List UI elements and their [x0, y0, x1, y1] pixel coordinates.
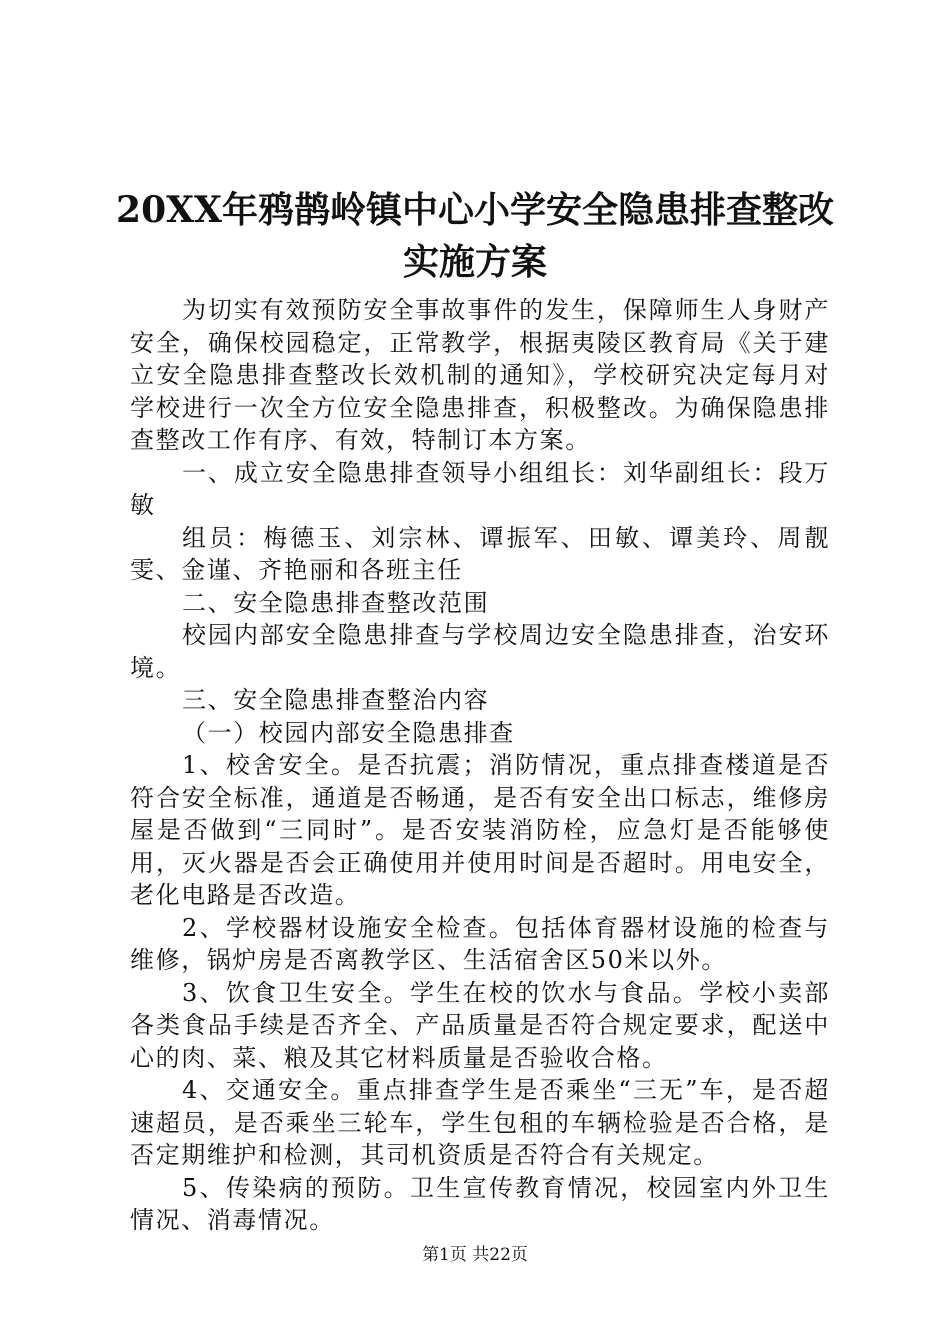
document-body: [130, 294, 830, 1237]
page-footer: 第1页 共22页: [422, 1245, 528, 1265]
paragraph-scope: 校园内部安全隐患排查与学校周边安全隐患排查，治安环境。: [130, 621, 830, 682]
paragraph-item-5: 5、传染病的预防。卫生宣传教育情况，校园室内外卫生情况、消毒情况。: [130, 1173, 830, 1234]
document-title-line-1: 20XX年鸦鹊岭镇中心小学安全隐患排查整改: [116, 189, 834, 231]
paragraph-section-3: 三、安全隐患排查整治内容: [182, 686, 490, 714]
paragraph-members: 组员：梅德玉、刘宗林、谭振军、田敏、谭美玲、周靓雯、金谨、齐艳丽和各班主任: [130, 523, 830, 584]
paragraph-item-1: 1、校舍安全。是否抗震；消防情况，重点排查楼道是否符合安全标准，通道是否畅通，是否有安全出口标志，维修房屋是否做到“三同时”。是否安装消防栓，应急灯是否能够使用，灭火器是否会正确使用并使用时间是否超时。用电安全，老化电路是否改造。: [130, 751, 830, 909]
paragraph-item-3: 3、饮食卫生安全。学生在校的饮水与食品。学校小卖部各类食品手续是否齐全、产品质量是否符合规定要求，配送中心的肉、菜、粮及其它材料质量是否验收合格。: [130, 978, 830, 1072]
paragraph-item-4: 4、交通安全。重点排查学生是否乘坐“三无”车，是否超速超员，是否乘坐三轮车，学生包租的车辆检验是否合格，是否定期维护和检测，其司机资质是否符合有关规定。: [130, 1076, 830, 1169]
paragraph-item-2: 2、学校器材设施安全检查。包括体育器材设施的检查与维修，锅炉房是否离教学区、生活宿舍区50米以外。: [130, 913, 830, 974]
paragraph-intro: 为切实有效预防安全事故事件的发生，保障师生人身财产安全，确保校园稳定，正常教学，根据夷陵区教育局《关于建立安全隐患排查整改长效机制的通知》，学校研究决定每月对学校进行一次全方位安全隐患排查，积极整改。为确保隐患排查整改工作有序、有效，特制订本方案。: [130, 296, 830, 454]
paragraph-section-2: 二、安全隐患排查整改范围: [182, 588, 490, 617]
document-title-line-2: 实施方案: [402, 241, 547, 283]
paragraph-section-1: 一、成立安全隐患排查领导小组组长：刘华副组长：段万敏: [130, 458, 830, 519]
paragraph-subsection-1: （一）校园内部安全隐患排查: [182, 718, 515, 747]
